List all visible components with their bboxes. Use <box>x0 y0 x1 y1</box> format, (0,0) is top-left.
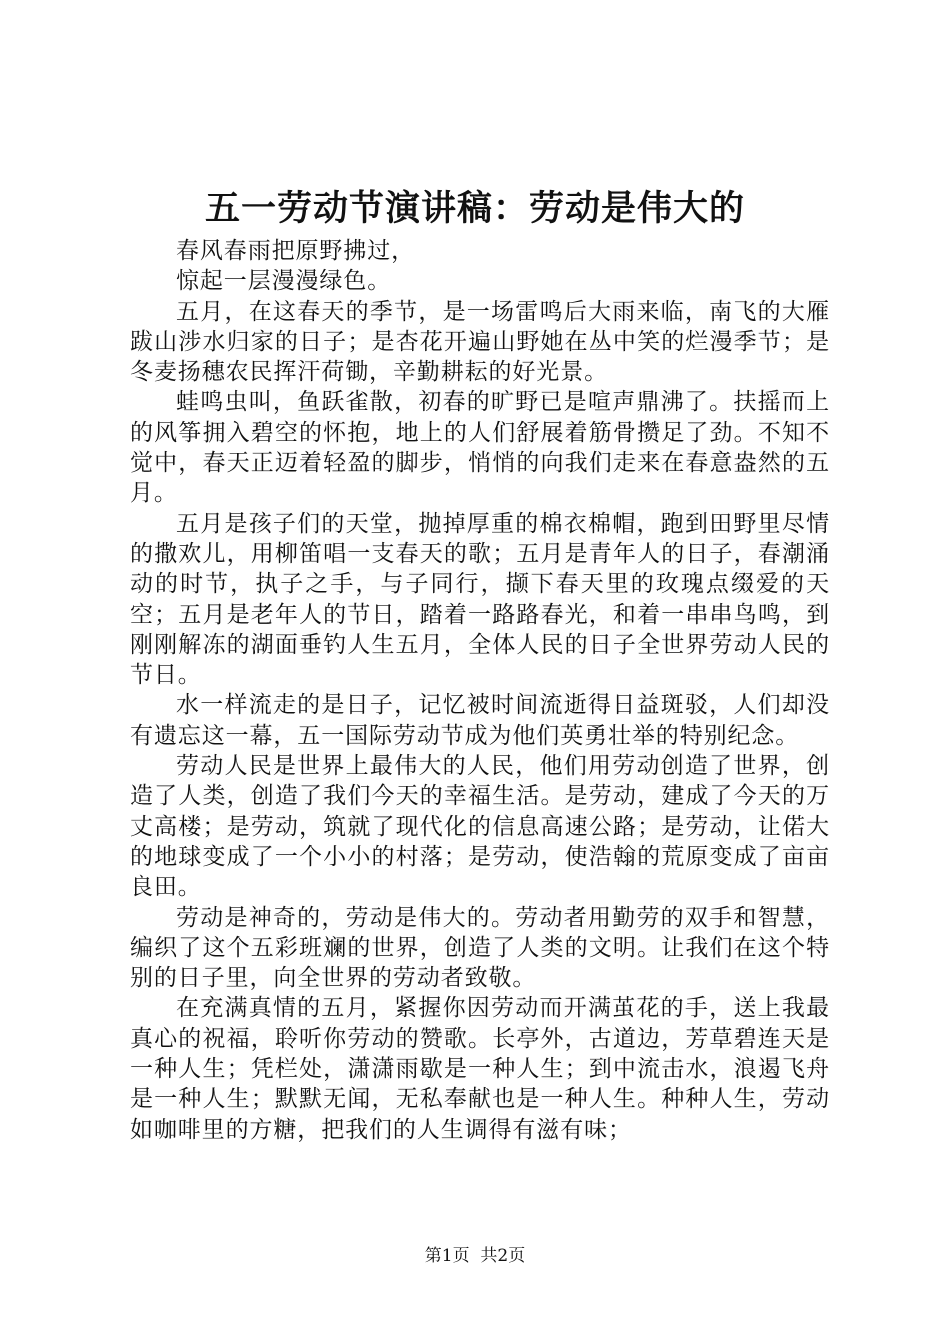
paragraph: 蛙鸣虫叫，鱼跃雀散，初春的旷野已是喧声鼎沸了。扶摇而上的风筝拥入碧空的怀抱，地上的人们舒展着筋骨攒足了劲。不知不觉中，春天正迈着轻盈的脚步，悄悄的向我们走来在春意盎然的五月。 <box>130 389 830 507</box>
document-body <box>130 236 830 1145</box>
paragraph: 五月是孩子们的天堂，抛掉厚重的棉衣棉帽，跑到田野里尽情的撒欢儿，用柳笛唱一支春天的歌；五月是青年人的日子，春潮涌动的时节，执子之手，与子同行，撷下春天里的玫瑰点缀爱的天空；五月是老年人的节日，踏着一路路春光，和着一串串鸟鸣，到刚刚解冻的湖面垂钓人生五月，全体人民的日子全世界劳动人民的节日。 <box>130 510 830 689</box>
paragraph: 惊起一层漫漫绿色。 <box>176 268 392 295</box>
paragraph: 在充满真情的五月，紧握你因劳动而开满茧花的手，送上我最真心的祝福，聆听你劳动的赞歌。长亭外，古道边，芳草碧连天是一种人生；凭栏处，潇潇雨歇是一种人生；到中流击水，浪遏飞舟是一种人生；默默无闻，无私奉献也是一种人生。种种人生，劳动如咖啡里的方糖，把我们的人生调得有滋有味； <box>130 995 830 1143</box>
page-footer <box>0 1245 950 1267</box>
paragraph: 五月，在这春天的季节，是一场雷鸣后大雨来临，南飞的大雁跋山涉水归家的日子；是杏花开遍山野她在丛中笑的烂漫季节；是冬麦扬穗农民挥汗荷锄，辛勤耕耘的好光景。 <box>130 298 830 386</box>
paragraph: 劳动是神奇的，劳动是伟大的。劳动者用勤劳的双手和智慧，编织了这个五彩班斓的世界，创造了人类的文明。让我们在这个特别的日子里，向全世界的劳动者致敬。 <box>130 904 830 992</box>
page-total: 共2页 <box>480 1246 526 1266</box>
footer-spacer <box>470 1246 481 1266</box>
paragraph: 劳动人民是世界上最伟大的人民，他们用劳动创造了世界，创造了人类，创造了我们今天的幸福生活。是劳动，建成了今天的万丈高楼；是劳动，筑就了现代化的信息高速公路；是劳动，让偌大的地球变成了一个小小的村落；是劳动，使浩翰的荒原变成了亩亩良田。 <box>130 753 830 901</box>
paragraph: 春风春雨把原野拂过， <box>176 238 415 264</box>
paragraph: 水一样流走的是日子，记忆被时间流逝得日益斑驳，人们却没有遗忘这一幕，五一国际劳动节成为他们英勇壮举的特别纪念。 <box>130 692 830 749</box>
document-title: 五一劳动节演讲稿：劳动是伟大的 <box>204 188 745 229</box>
page-number: 第1页 <box>424 1246 470 1266</box>
